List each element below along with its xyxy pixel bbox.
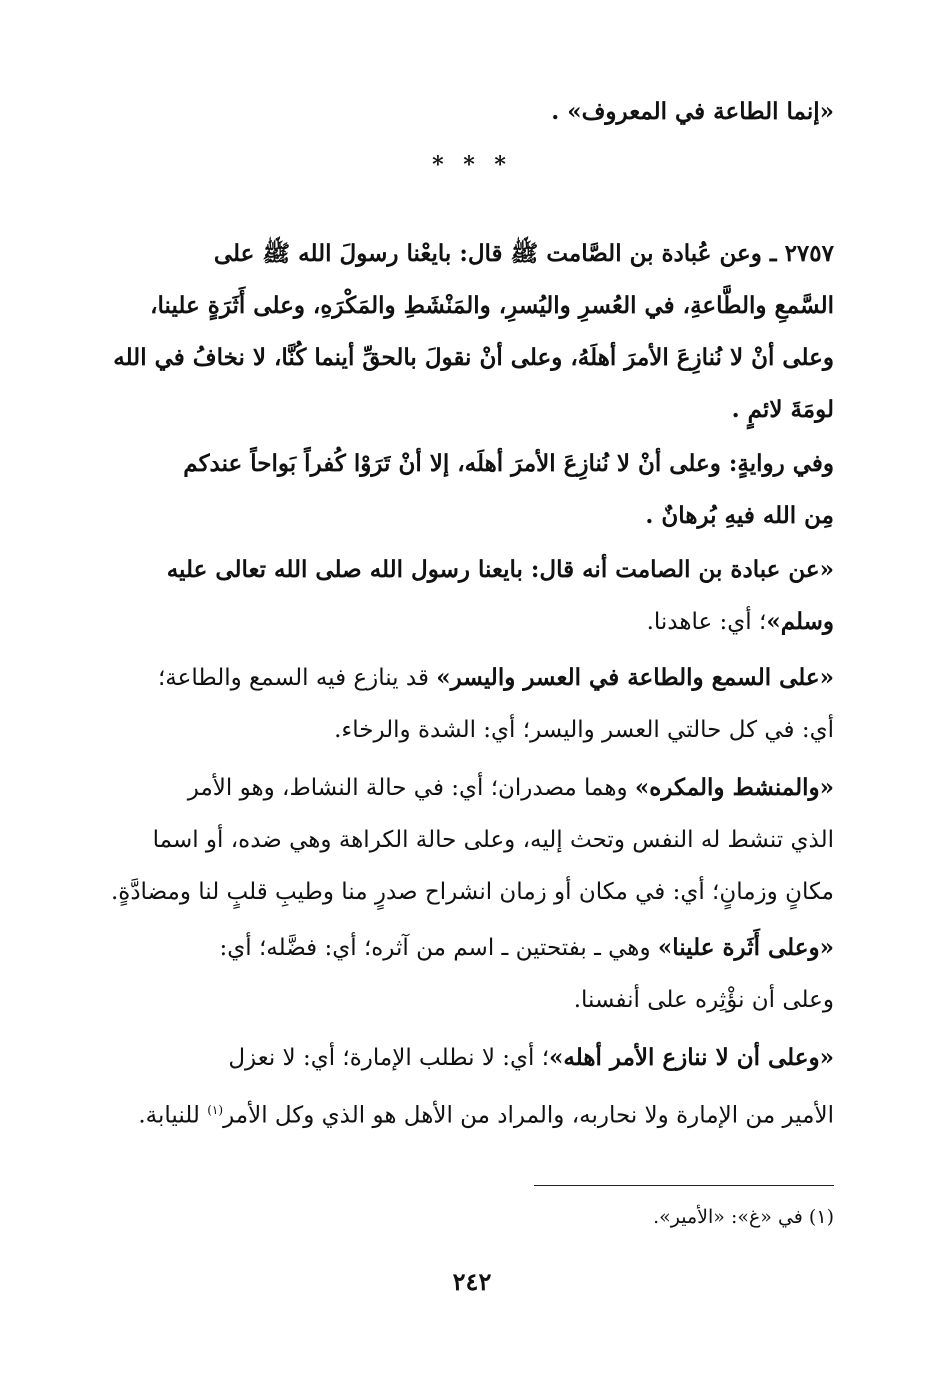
commentary-text: الذي تنشط له النفس وتحث إليه، وعلى حالة الكراهة وهي ضده، أو اسما <box>152 827 834 853</box>
quoted-text: «على السمع والطاعة في العسر واليسر» <box>436 664 834 691</box>
footnote <box>110 1202 834 1232</box>
commentary-text: للنيابة. <box>138 1102 208 1129</box>
commentary-paragraph-3 <box>110 762 834 918</box>
commentary-paragraph-5 <box>110 1032 834 1142</box>
commentary-text: وعلى أن نؤْثِره على أنفسنا. <box>573 987 834 1013</box>
commentary-text: وهما مصدران؛ أي: في حالة النشاط، وهو الأمر <box>187 775 635 801</box>
quoted-text: وسلم» <box>766 608 834 635</box>
quoted-text: «والمنشط والمكره» <box>634 774 834 801</box>
book-page <box>110 0 834 1375</box>
hadith-line: السَّمعِ والطَّاعةِ، في العُسرِ واليُسرِ، والمَنْشَطِ والمَكْرَهِ، وعلى أَثَرَةٍ علينا، <box>150 292 834 319</box>
commentary-paragraph-1 <box>110 544 834 648</box>
quoted-text: «وعلى أن لا ننازع الأمر أهله» <box>549 1044 834 1071</box>
section-separator-stars: * * * <box>432 152 512 178</box>
hadith-2757 <box>110 228 834 436</box>
commentary-text: مكانٍ وزمانٍ؛ أي: في مكان أو زمان انشراح صدرٍ منا وطيبِ قلبٍ لنا ومضادَّةٍ. <box>110 879 834 905</box>
commentary-text: قد ينازع فيه السمع والطاعة؛ <box>158 665 437 691</box>
footnote-text: (١) في «غ»: «الأمير». <box>653 1206 834 1228</box>
footnote-divider <box>534 1185 834 1186</box>
variant-line: وفي روايةٍ: وعلى أنْ لا نُنازِعَ الأمرَ أهلَه، إلا أنْ تَرَوْا كُفراً بَواحاً عندكم <box>183 450 834 477</box>
variant-line: مِن الله فيهِ بُرهانٌ . <box>645 502 834 529</box>
opening-text: «إنما الطاعة في المعروف» . <box>551 98 834 125</box>
commentary-paragraph-2 <box>110 652 834 756</box>
hadith-line: لومَةَ لائمٍ . <box>731 396 834 423</box>
hadith-variant <box>110 438 834 542</box>
commentary-text: وهي ـ بفتحتين ـ اسم من آثره؛ أي: فضَّله؛ أي: <box>219 935 658 961</box>
commentary-paragraph-4 <box>110 922 834 1026</box>
commentary-text: ؛ أي: عاهدنا. <box>646 609 767 635</box>
commentary-text: أي: في كل حالتي العسر واليسر؛ أي: الشدة والرخاء. <box>334 717 834 743</box>
opening-line <box>110 86 834 138</box>
hadith-line: وعلى أنْ لا نُنازِعَ الأمرَ أهلَهُ، وعلى أنْ نقولَ بالحقِّ أينما كُنَّا، لا نخافُ في الله <box>113 344 834 371</box>
hadith-line: ٢٧٥٧ ـ وعن عُبادة بن الصَّامت ﷺ قال: بايعْنا رسولَ الله ﷺ على <box>213 240 834 267</box>
commentary-text: الأمير من الإمارة ولا نحاربه، والمراد من الأهل هو الذي وكل الأمر <box>223 1102 834 1129</box>
commentary-text: ؛ أي: لا نطلب الإمارة؛ أي: لا نعزل <box>228 1045 550 1071</box>
footnote-marker: (١) <box>207 1103 224 1117</box>
page-number: ٢٤٢ <box>452 1267 492 1296</box>
quoted-text: «عن عبادة بن الصامت أنه قال: بايعنا رسول الله صلى الله تعالى عليه <box>166 556 834 583</box>
quoted-text: «وعلى أَثَرة علينا» <box>657 934 834 961</box>
